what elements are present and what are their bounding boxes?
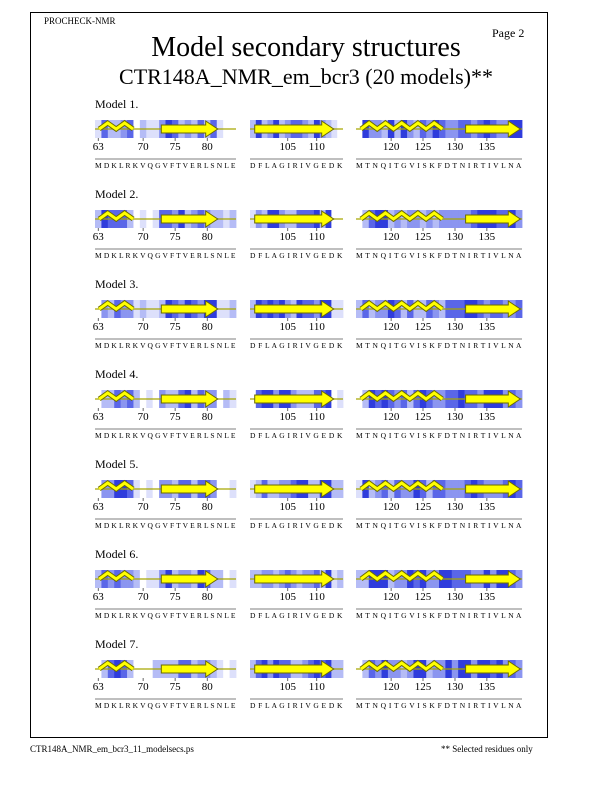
segment-panel: [93, 660, 237, 710]
model-block: [93, 367, 523, 440]
residue-tick-label: 130: [446, 411, 464, 423]
page-subtitle: CTR148A_NMR_em_bcr3 (20 models)**: [119, 64, 493, 89]
segment-panel: [250, 300, 343, 350]
residue-tick-label: 110: [308, 501, 325, 513]
sequence-text: M T N Q I T G V I S K F D T N I R T I V L N A: [356, 161, 522, 170]
residue-tick-label: 125: [414, 411, 432, 423]
residue-tick-label: 75: [169, 321, 181, 333]
residue-tick-label: 135: [478, 321, 496, 333]
program-name: PROCHECK-NMR: [44, 16, 116, 26]
segment-panel: [93, 570, 237, 620]
sequence-text: M D K L R K V Q G V F T V E R L S N L E: [95, 521, 236, 530]
model-label: Model 5.: [95, 457, 139, 471]
residue-tick-label: 120: [382, 231, 400, 243]
model-block: [93, 457, 523, 530]
sequence-text: M T N Q I T G V I S K F D T N I R T I V L N A: [356, 341, 522, 350]
sequence-text: M D K L R K V Q G V F T V E R L S N L E: [95, 701, 236, 710]
residue-tick-label: 105: [279, 411, 297, 423]
sequence-text: D F L A G I R I V G E D K: [250, 521, 343, 530]
residue-tick-label: 63: [92, 501, 104, 513]
sequence-text: D F L A G I R I V G E D K: [250, 431, 343, 440]
residue-tick-label: 120: [382, 321, 400, 333]
sequence-text: M D K L R K V Q G V F T V E R L S N L E: [95, 161, 236, 170]
page-number: Page 2: [492, 26, 525, 40]
residue-tick-label: 130: [446, 141, 464, 153]
residue-tick-label: 130: [446, 321, 464, 333]
residue-tick-label: 75: [169, 411, 181, 423]
sequence-text: M T N Q I T G V I S K F D T N I R T I V L N A: [356, 701, 522, 710]
residue-tick-label: 110: [308, 231, 325, 243]
residue-tick-label: 75: [169, 501, 181, 513]
segment-panel: [356, 570, 522, 620]
residue-tick-label: 80: [201, 231, 213, 243]
residue-tick-label: 105: [279, 591, 297, 603]
segment-panel: [356, 300, 522, 350]
sequence-text: D F L A G I R I V G E D K: [250, 701, 343, 710]
residue-tick-label: 130: [446, 231, 464, 243]
residue-tick-label: 135: [478, 411, 496, 423]
segment-panel: [93, 210, 237, 260]
residue-tick-label: 80: [201, 411, 213, 423]
residue-tick-label: 105: [279, 501, 297, 513]
residue-tick-label: 63: [92, 141, 104, 153]
segment-panel: [250, 660, 343, 710]
model-label: Model 6.: [95, 547, 139, 561]
residue-tick-label: 105: [279, 141, 297, 153]
sequence-text: D F L A G I R I V G E D K: [250, 161, 343, 170]
model-block: [93, 277, 523, 350]
model-label: Model 4.: [95, 367, 139, 381]
residue-tick-label: 125: [414, 681, 432, 693]
segment-panel: [356, 210, 522, 260]
residue-tick-label: 80: [201, 501, 213, 513]
residue-tick-label: 70: [137, 231, 149, 243]
residue-tick-label: 63: [92, 231, 104, 243]
segment-panel: [93, 390, 237, 440]
segment-panel: [250, 570, 343, 620]
residue-tick-label: 110: [308, 681, 325, 693]
model-block: [93, 187, 523, 260]
residue-tick-label: 110: [308, 141, 325, 153]
segment-panel: [250, 210, 343, 260]
segment-panel: [356, 480, 522, 530]
residue-tick-label: 125: [414, 231, 432, 243]
residue-tick-label: 130: [446, 681, 464, 693]
residue-tick-label: 80: [201, 141, 213, 153]
residue-tick-label: 110: [308, 411, 325, 423]
residue-tick-label: 63: [92, 321, 104, 333]
footer-filename: CTR148A_NMR_em_bcr3_11_modelsecs.ps: [30, 744, 194, 754]
residue-tick-label: 120: [382, 501, 400, 513]
residue-tick-label: 135: [478, 231, 496, 243]
residue-tick-label: 135: [478, 501, 496, 513]
segment-panel: [93, 480, 237, 530]
segment-panel: [250, 120, 343, 170]
model-label: Model 2.: [95, 187, 139, 201]
residue-tick-label: 125: [414, 321, 432, 333]
residue-tick-label: 120: [382, 681, 400, 693]
segment-panel: [93, 120, 237, 170]
model-label: Model 7.: [95, 637, 139, 651]
residue-tick-label: 130: [446, 591, 464, 603]
residue-tick-label: 110: [308, 321, 325, 333]
model-label: Model 1.: [95, 97, 139, 111]
residue-tick-label: 75: [169, 591, 181, 603]
model-block: [93, 97, 523, 170]
residue-tick-label: 80: [201, 591, 213, 603]
model-label: Model 3.: [95, 277, 139, 291]
residue-tick-label: 110: [308, 591, 325, 603]
segment-panel: [356, 660, 522, 710]
residue-tick-label: 120: [382, 591, 400, 603]
segment-panel: [250, 480, 343, 530]
residue-tick-label: 70: [137, 591, 149, 603]
residue-tick-label: 80: [201, 681, 213, 693]
residue-tick-label: 105: [279, 231, 297, 243]
residue-tick-label: 105: [279, 321, 297, 333]
residue-tick-label: 63: [92, 411, 104, 423]
sequence-text: M D K L R K V Q G V F T V E R L S N L E: [95, 611, 236, 620]
sequence-text: M D K L R K V Q G V F T V E R L S N L E: [95, 431, 236, 440]
sequence-text: D F L A G I R I V G E D K: [250, 611, 343, 620]
page-title: Model secondary structures: [151, 32, 461, 63]
segment-panel: [250, 390, 343, 440]
residue-tick-label: 70: [137, 141, 149, 153]
sequence-text: M T N Q I T G V I S K F D T N I R T I V L N A: [356, 521, 522, 530]
residue-tick-label: 70: [137, 411, 149, 423]
residue-tick-label: 70: [137, 501, 149, 513]
residue-tick-label: 75: [169, 231, 181, 243]
residue-tick-label: 70: [137, 321, 149, 333]
residue-tick-label: 63: [92, 591, 104, 603]
residue-tick-label: 80: [201, 321, 213, 333]
residue-tick-label: 135: [478, 141, 496, 153]
residue-tick-label: 70: [137, 681, 149, 693]
sequence-text: D F L A G I R I V G E D K: [250, 251, 343, 260]
footer-note: ** Selected residues only: [441, 744, 533, 754]
model-block: [93, 637, 523, 710]
residue-tick-label: 63: [92, 681, 104, 693]
residue-tick-label: 130: [446, 501, 464, 513]
model-block: [93, 547, 523, 620]
segment-panel: [356, 390, 522, 440]
sequence-text: D F L A G I R I V G E D K: [250, 341, 343, 350]
residue-tick-label: 75: [169, 141, 181, 153]
residue-tick-label: 135: [478, 681, 496, 693]
sequence-text: M D K L R K V Q G V F T V E R L S N L E: [95, 251, 236, 260]
residue-tick-label: 105: [279, 681, 297, 693]
sequence-text: M T N Q I T G V I S K F D T N I R T I V L N A: [356, 611, 522, 620]
segment-panel: [356, 120, 522, 170]
residue-tick-label: 125: [414, 591, 432, 603]
sequence-text: M T N Q I T G V I S K F D T N I R T I V L N A: [356, 251, 522, 260]
sequence-text: M D K L R K V Q G V F T V E R L S N L E: [95, 341, 236, 350]
residue-tick-label: 120: [382, 141, 400, 153]
residue-tick-label: 120: [382, 411, 400, 423]
residue-tick-label: 75: [169, 681, 181, 693]
residue-tick-label: 125: [414, 501, 432, 513]
residue-tick-label: 135: [478, 591, 496, 603]
segment-panel: [93, 300, 237, 350]
residue-tick-label: 125: [414, 141, 432, 153]
sequence-text: M T N Q I T G V I S K F D T N I R T I V L N A: [356, 431, 522, 440]
